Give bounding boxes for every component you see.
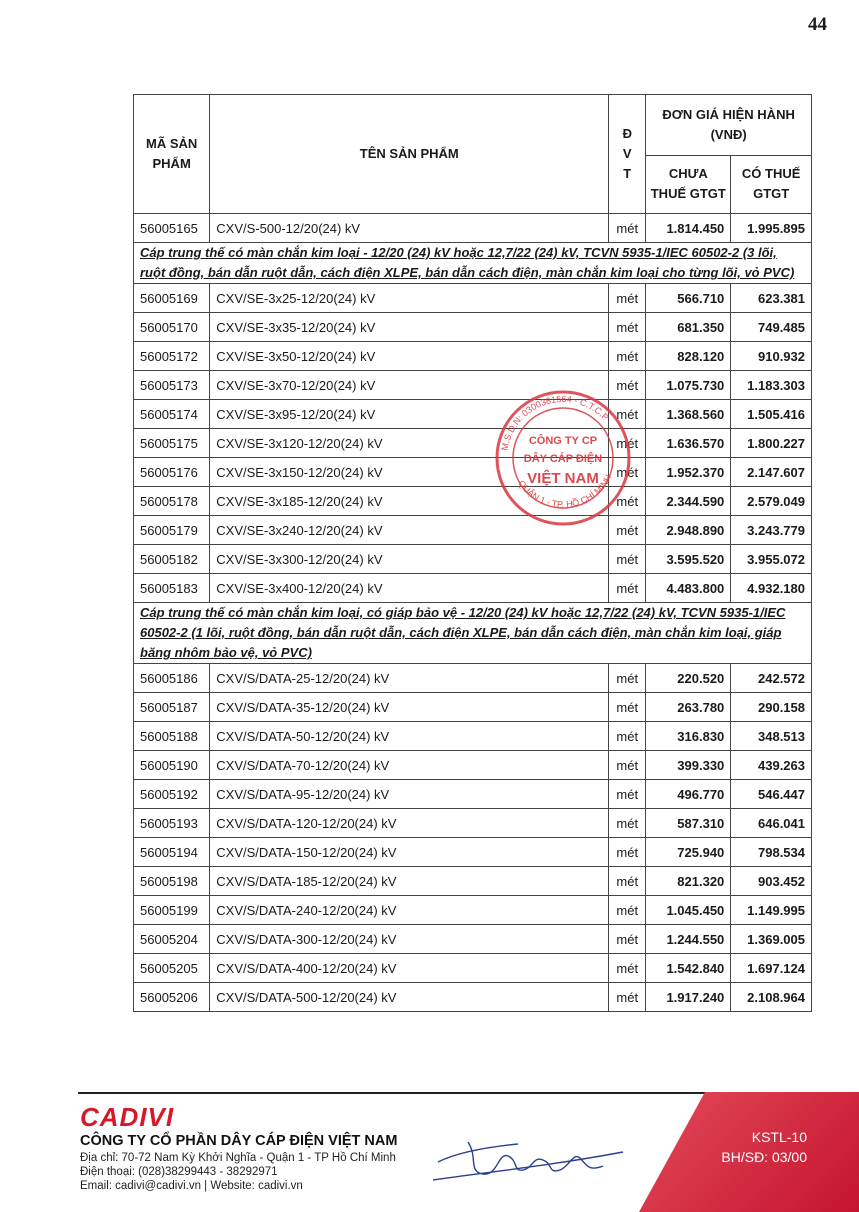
table-row	[134, 664, 812, 693]
header-price-group-text: ĐƠN GIÁ HIỆN HÀNH (VNĐ)	[662, 106, 795, 142]
unit: mét	[609, 693, 646, 722]
table-row	[134, 516, 812, 545]
price-with-tax: 1.183.303	[731, 371, 812, 400]
price-pre-tax: 1.368.560	[646, 400, 731, 429]
signature	[428, 1122, 628, 1192]
price-with-tax: 2.147.607	[731, 458, 812, 487]
product-code: 56005204	[134, 925, 210, 954]
doc-code-text: KSTL-10	[751, 1129, 807, 1145]
product-code: 56005186	[134, 664, 210, 693]
header-unit-text: Đ V T	[622, 126, 632, 181]
price-pre-tax: 2.948.890	[646, 516, 731, 545]
product-name: CXV/SE-3x25-12/20(24) kV	[210, 284, 609, 313]
table-row	[134, 487, 812, 516]
header-pre-tax-text: CHƯA THUẾ GTGT	[650, 166, 726, 202]
product-code: 56005182	[134, 545, 210, 574]
header-price-group	[646, 95, 812, 156]
price-pre-tax: 1.917.240	[646, 983, 731, 1012]
product-code: 56005199	[134, 896, 210, 925]
product-code: 56005169	[134, 284, 210, 313]
price-with-tax: 3.243.779	[731, 516, 812, 545]
unit: mét	[609, 925, 646, 954]
table-row	[134, 214, 812, 243]
price-pre-tax: 1.952.370	[646, 458, 731, 487]
company-name: CÔNG TY CỔ PHẦN DÂY CÁP ĐIỆN VIỆT NAM	[80, 1133, 398, 1149]
unit: mét	[609, 896, 646, 925]
table-row	[134, 780, 812, 809]
header-with-tax-text: CÓ THUẾ GTGT	[741, 166, 801, 202]
product-name: CXV/SE-3x95-12/20(24) kV	[210, 400, 609, 429]
page-number: 44	[808, 14, 827, 35]
document-code	[721, 1127, 807, 1167]
price-pre-tax: 399.330	[646, 751, 731, 780]
product-code: 56005174	[134, 400, 210, 429]
header-with-tax	[731, 155, 812, 213]
table-body	[134, 214, 812, 1012]
product-name: CXV/S-500-12/20(24) kV	[210, 214, 609, 243]
cadivi-logo: CADIVI	[80, 1102, 175, 1132]
price-with-tax: 623.381	[731, 284, 812, 313]
price-pre-tax: 1.542.840	[646, 954, 731, 983]
price-pre-tax: 316.830	[646, 722, 731, 751]
unit: mét	[609, 574, 646, 603]
unit: mét	[609, 780, 646, 809]
header-pre-tax	[646, 155, 731, 213]
price-pre-tax: 1.814.450	[646, 214, 731, 243]
price-with-tax: 1.697.124	[731, 954, 812, 983]
price-pre-tax: 725.940	[646, 838, 731, 867]
product-code: 56005172	[134, 342, 210, 371]
product-name: CXV/S/DATA-500-12/20(24) kV	[210, 983, 609, 1012]
table-row	[134, 693, 812, 722]
price-pre-tax: 220.520	[646, 664, 731, 693]
product-code: 56005183	[134, 574, 210, 603]
table-row	[134, 838, 812, 867]
unit: mét	[609, 371, 646, 400]
price-pre-tax: 1.244.550	[646, 925, 731, 954]
table-row	[134, 983, 812, 1012]
price-with-tax: 646.041	[731, 809, 812, 838]
price-with-tax: 749.485	[731, 313, 812, 342]
product-name: CXV/SE-3x185-12/20(24) kV	[210, 487, 609, 516]
unit: mét	[609, 545, 646, 574]
company-address: Địa chỉ: 70-72 Nam Kỳ Khởi Nghĩa - Quận 1 - TP Hồ Chí Minh	[80, 1152, 396, 1164]
price-with-tax: 546.447	[731, 780, 812, 809]
stamp-ring-bottom: QUẬN 1 - TP. HỒ CHÍ MINH	[516, 472, 614, 510]
product-code: 56005190	[134, 751, 210, 780]
section-row	[134, 603, 812, 664]
price-pre-tax: 681.350	[646, 313, 731, 342]
price-with-tax: 2.579.049	[731, 487, 812, 516]
price-with-tax: 2.108.964	[731, 983, 812, 1012]
company-phone: Điện thoại: (028)38299443 - 38292971	[80, 1166, 278, 1178]
table-row	[134, 809, 812, 838]
unit: mét	[609, 429, 646, 458]
product-name: CXV/S/DATA-300-12/20(24) kV	[210, 925, 609, 954]
table-row	[134, 574, 812, 603]
stamp-line-2: DÂY CÁP ĐIỆN	[523, 453, 603, 465]
product-name: CXV/S/DATA-150-12/20(24) kV	[210, 838, 609, 867]
stamp-line-1: CÔNG TY CP	[528, 435, 598, 447]
product-name: CXV/SE-3x50-12/20(24) kV	[210, 342, 609, 371]
unit: mét	[609, 313, 646, 342]
product-name: CXV/S/DATA-185-12/20(24) kV	[210, 867, 609, 896]
section-row	[134, 243, 812, 284]
price-with-tax: 348.513	[731, 722, 812, 751]
product-code: 56005187	[134, 693, 210, 722]
unit: mét	[609, 664, 646, 693]
unit: mét	[609, 983, 646, 1012]
table-row	[134, 751, 812, 780]
price-pre-tax: 2.344.590	[646, 487, 731, 516]
table-row	[134, 458, 812, 487]
product-code: 56005179	[134, 516, 210, 545]
price-with-tax: 1.505.416	[731, 400, 812, 429]
product-code: 56005170	[134, 313, 210, 342]
price-pre-tax: 4.483.800	[646, 574, 731, 603]
price-pre-tax: 566.710	[646, 284, 731, 313]
product-code: 56005194	[134, 838, 210, 867]
product-code: 56005165	[134, 214, 210, 243]
product-name: CXV/S/DATA-70-12/20(24) kV	[210, 751, 609, 780]
product-name: CXV/SE-3x70-12/20(24) kV	[210, 371, 609, 400]
price-with-tax: 290.158	[731, 693, 812, 722]
table-row	[134, 925, 812, 954]
unit: mét	[609, 342, 646, 371]
unit: mét	[609, 722, 646, 751]
price-with-tax: 3.955.072	[731, 545, 812, 574]
product-name: CXV/S/DATA-120-12/20(24) kV	[210, 809, 609, 838]
product-code: 56005205	[134, 954, 210, 983]
revision-text: BH/SĐ: 03/00	[721, 1149, 807, 1165]
section-title: Cáp trung thế có màn chắn kim loại - 12/20 (24) kV hoặc 12,7/22 (24) kV, TCVN 5935-1/IEC 60502-2 (3 lõi, ruột đồng, bán dẫn ruột dẫn, cách điện XLPE, bán dẫn cách điện, màn chắn kim loại cho từng lõi, vỏ PVC)	[134, 243, 812, 284]
table-row	[134, 313, 812, 342]
section-title: Cáp trung thế có màn chắn kim loại, có giáp bảo vệ - 12/20 (24) kV hoặc 12,7/22 (24) kV, TCVN 5935-1/IEC 60502-2 (1 lõi, ruột đồng, bán dẫn ruột dẫn, cách điện XLPE, bán dẫn cách điện, màn chắn kim loại, giáp băng nhôm bảo vệ, vỏ PVC)	[134, 603, 812, 664]
price-table	[133, 94, 812, 1012]
product-name: CXV/SE-3x300-12/20(24) kV	[210, 545, 609, 574]
product-name: CXV/SE-3x35-12/20(24) kV	[210, 313, 609, 342]
table-row	[134, 400, 812, 429]
price-pre-tax: 821.320	[646, 867, 731, 896]
company-email: Email: cadivi@cadivi.vn | Website: cadivi.vn	[80, 1180, 303, 1192]
product-code: 56005188	[134, 722, 210, 751]
product-code: 56005175	[134, 429, 210, 458]
product-name: CXV/S/DATA-50-12/20(24) kV	[210, 722, 609, 751]
price-pre-tax: 587.310	[646, 809, 731, 838]
price-with-tax: 1.800.227	[731, 429, 812, 458]
table-row	[134, 342, 812, 371]
unit: mét	[609, 751, 646, 780]
price-with-tax: 798.534	[731, 838, 812, 867]
product-code: 56005173	[134, 371, 210, 400]
table-row	[134, 371, 812, 400]
price-with-tax: 1.149.995	[731, 896, 812, 925]
product-name: CXV/S/DATA-95-12/20(24) kV	[210, 780, 609, 809]
price-with-tax: 1.995.895	[731, 214, 812, 243]
table-row	[134, 896, 812, 925]
product-code: 56005193	[134, 809, 210, 838]
product-code: 56005198	[134, 867, 210, 896]
unit: mét	[609, 284, 646, 313]
price-pre-tax: 1.045.450	[646, 896, 731, 925]
product-name: CXV/SE-3x120-12/20(24) kV	[210, 429, 609, 458]
unit: mét	[609, 458, 646, 487]
price-pre-tax: 3.595.520	[646, 545, 731, 574]
table-row	[134, 867, 812, 896]
unit: mét	[609, 487, 646, 516]
unit: mét	[609, 214, 646, 243]
unit: mét	[609, 400, 646, 429]
header-code-text: MÃ SẢN PHẨM	[146, 136, 198, 171]
table-row	[134, 722, 812, 751]
product-code: 56005206	[134, 983, 210, 1012]
stamp-line-3: VIỆT NAM	[527, 470, 599, 487]
header-code	[134, 95, 210, 214]
table-row	[134, 284, 812, 313]
price-pre-tax: 1.636.570	[646, 429, 731, 458]
product-name: CXV/S/DATA-25-12/20(24) kV	[210, 664, 609, 693]
header-name-text: TÊN SẢN PHẨM	[359, 146, 459, 161]
header-row	[134, 95, 812, 156]
product-name: CXV/S/DATA-400-12/20(24) kV	[210, 954, 609, 983]
product-name: CXV/S/DATA-35-12/20(24) kV	[210, 693, 609, 722]
price-with-tax: 903.452	[731, 867, 812, 896]
unit: mét	[609, 516, 646, 545]
table-row	[134, 429, 812, 458]
unit: mét	[609, 809, 646, 838]
price-with-tax: 910.932	[731, 342, 812, 371]
product-name: CXV/SE-3x400-12/20(24) kV	[210, 574, 609, 603]
product-name: CXV/S/DATA-240-12/20(24) kV	[210, 896, 609, 925]
price-with-tax: 439.263	[731, 751, 812, 780]
table-row	[134, 954, 812, 983]
price-pre-tax: 1.075.730	[646, 371, 731, 400]
table-row	[134, 545, 812, 574]
product-code: 56005192	[134, 780, 210, 809]
price-pre-tax: 263.780	[646, 693, 731, 722]
price-with-tax: 242.572	[731, 664, 812, 693]
unit: mét	[609, 954, 646, 983]
header-unit	[609, 95, 646, 214]
unit: mét	[609, 867, 646, 896]
product-code: 56005178	[134, 487, 210, 516]
price-pre-tax: 496.770	[646, 780, 731, 809]
stamp-ring-top: M.S.D.N: 0300381564 - C.T.C.P	[499, 393, 611, 452]
product-name: CXV/SE-3x150-12/20(24) kV	[210, 458, 609, 487]
product-code: 56005176	[134, 458, 210, 487]
price-with-tax: 1.369.005	[731, 925, 812, 954]
header-name	[210, 95, 609, 214]
price-with-tax: 4.932.180	[731, 574, 812, 603]
product-name: CXV/SE-3x240-12/20(24) kV	[210, 516, 609, 545]
price-pre-tax: 828.120	[646, 342, 731, 371]
unit: mét	[609, 838, 646, 867]
